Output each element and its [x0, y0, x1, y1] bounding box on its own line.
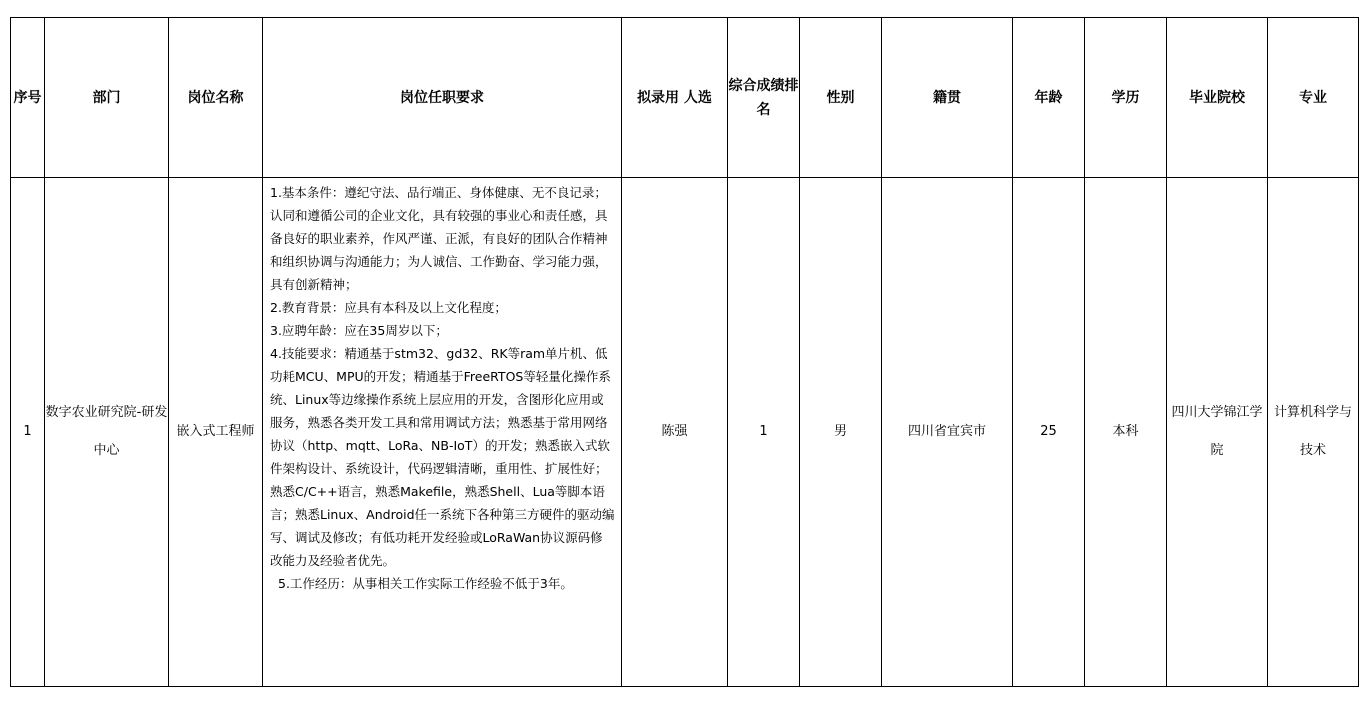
- cell-gender: 男: [800, 178, 882, 687]
- cell-education: 本科: [1085, 178, 1167, 687]
- requirement-experience: 5.工作经历：从事相关工作实际工作经验不低于3年。: [278, 576, 573, 591]
- cell-department: 数字农业研究院-研发中心: [45, 178, 169, 687]
- header-department: 部门: [45, 18, 169, 178]
- requirement-age: 3.应聘年龄：应在35周岁以下；: [270, 323, 448, 338]
- header-row: [11, 18, 1359, 178]
- cell-position: 嵌入式工程师: [169, 178, 263, 687]
- header-education: 学历: [1085, 18, 1167, 178]
- cell-index: 1: [11, 178, 45, 687]
- table-row: [11, 178, 1359, 687]
- header-gender: 性别: [800, 18, 882, 178]
- cell-candidate: 陈强: [622, 178, 728, 687]
- cell-rank: 1: [728, 178, 800, 687]
- requirement-skills: 4.技能要求：精通基于stm32、gd32、RK等ram单片机、低功耗MCU、MPU的开发；精通基于FreeRTOS等轻量化操作系统、Linux等边缘操作系统上层应用的开发，含图形化应用或服务，熟悉各类开发工具和常用调试方法；熟悉基于常用网络协议（http、mqtt、LoRa、NB-IoT）的开发；熟悉嵌入式软件架构设计、系统设计，代码逻辑清晰，重用性、扩展性好；熟悉C/C++语言，熟悉Makefile，熟悉Shell、Lua等脚本语言；熟悉Linux、Android任一系统下各种第三方硬件的驱动编写、调试及修改；有低功耗开发经验或LoRaWan协议源码修改能力及经验者优先。: [270, 346, 615, 568]
- header-school: 毕业院校: [1167, 18, 1268, 178]
- requirement-basic-conditions: 1.基本条件：遵纪守法、品行端正、身体健康、无不良记录；认同和遵循公司的企业文化，具有较强的事业心和责任感，具备良好的职业素养，作风严谨、正派，有良好的团队合作精神和组织协调与沟通能力；为人诚信、工作勤奋、学习能力强，具有创新精神；: [270, 185, 608, 292]
- header-candidate: 拟录用 人选: [622, 18, 728, 178]
- cell-native-place: 四川省宜宾市: [882, 178, 1013, 687]
- header-position: 岗位名称: [169, 18, 263, 178]
- cell-requirements: [263, 178, 622, 687]
- hiring-roster-table: [10, 17, 1359, 687]
- header-native-place: 籍贯: [882, 18, 1013, 178]
- header-age: 年龄: [1013, 18, 1085, 178]
- requirement-education: 2.教育背景：应具有本科及以上文化程度；: [270, 300, 507, 315]
- header-rank: 综合成绩排名: [728, 18, 800, 178]
- header-major: 专业: [1268, 18, 1359, 178]
- cell-age: 25: [1013, 178, 1085, 687]
- cell-major: 计算机科学与技术: [1268, 178, 1359, 687]
- header-requirements: 岗位任职要求: [263, 18, 622, 178]
- cell-school: 四川大学锦江学院: [1167, 178, 1268, 687]
- header-index: 序号: [11, 18, 45, 178]
